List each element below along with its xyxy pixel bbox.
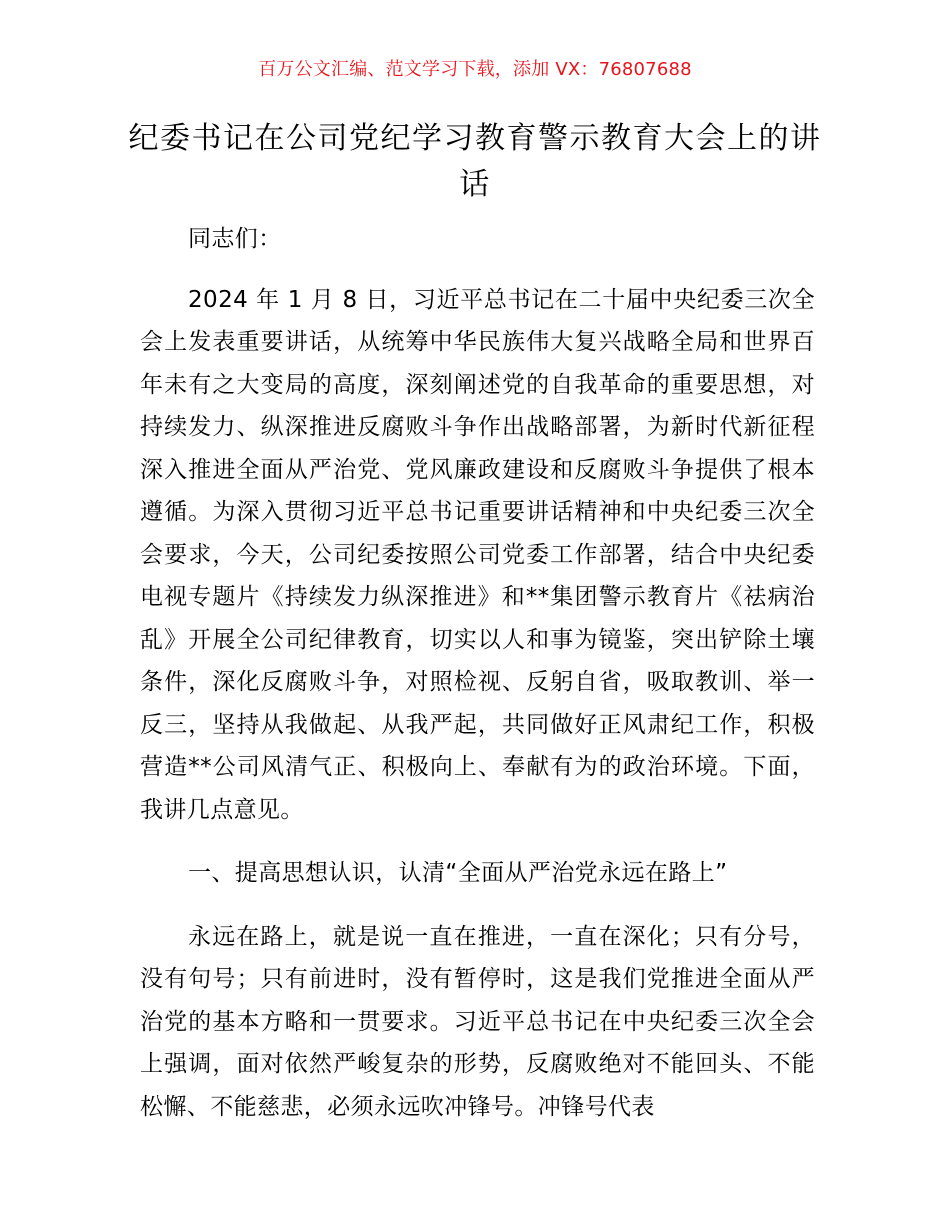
body-paragraph-intro: 2024 年 1 月 8 日，习近平总书记在二十届中央纪委三次全会上发表重要讲话，从统筹中华民族伟大复兴战略全局和世界百年未有之大变局的高度，深刻阐述党的自我革命的重要思想，对持续发力、纵深推进反腐败斗争作出战略部署，为新时代新征程深入推进全面从严治党、党风廉政建设和反腐败斗争提供了根本遵循。为深入贯彻习近平总书记重要讲话精神和中央纪委三次全会要求，今天，公司纪委按照公司党委工作部署，结合中央纪委电视专题片《持续发力纵深推进》和**集团警示教育片《祛病治乱》开展全公司纪律教育，切实以人和事为镜鉴，突出铲除土壤条件，深化反腐败斗争，对照检视、反躬自省，吸取教训、举一反三，坚持从我做起、从我严起，共同做好正风肃纪工作，积极营造**公司风清气正、积极向上、奉献有为的政治环境。下面，我讲几点意见。 [140, 286, 815, 823]
document-body [140, 218, 815, 1149]
salutation: 同志们： [188, 226, 282, 252]
body-paragraph-section-1: 永远在路上，就是说一直在推进，一直在深化；只有分号，没有句号；只有前进时，没有暂停时，这是我们党推进全面从严治党的基本方略和一贯要求。习近平总书记在中央纪委三次全会上强调，面对依然严峻复杂的形势，反腐败绝对不能回头、不能松懈、不能慈悲，必须永远吹冲锋号。冲锋号代表 [140, 923, 815, 1120]
document-title: 纪委书记在公司党纪学习教育警示教育大会上的讲话 [128, 121, 822, 202]
promo-header-note: 百万公文汇编、范文学习下载，添加 VX：76807688 [258, 59, 692, 80]
section-heading-1: 一、提高思想认识，认清“全面从严治党永远在路上” [188, 860, 728, 886]
